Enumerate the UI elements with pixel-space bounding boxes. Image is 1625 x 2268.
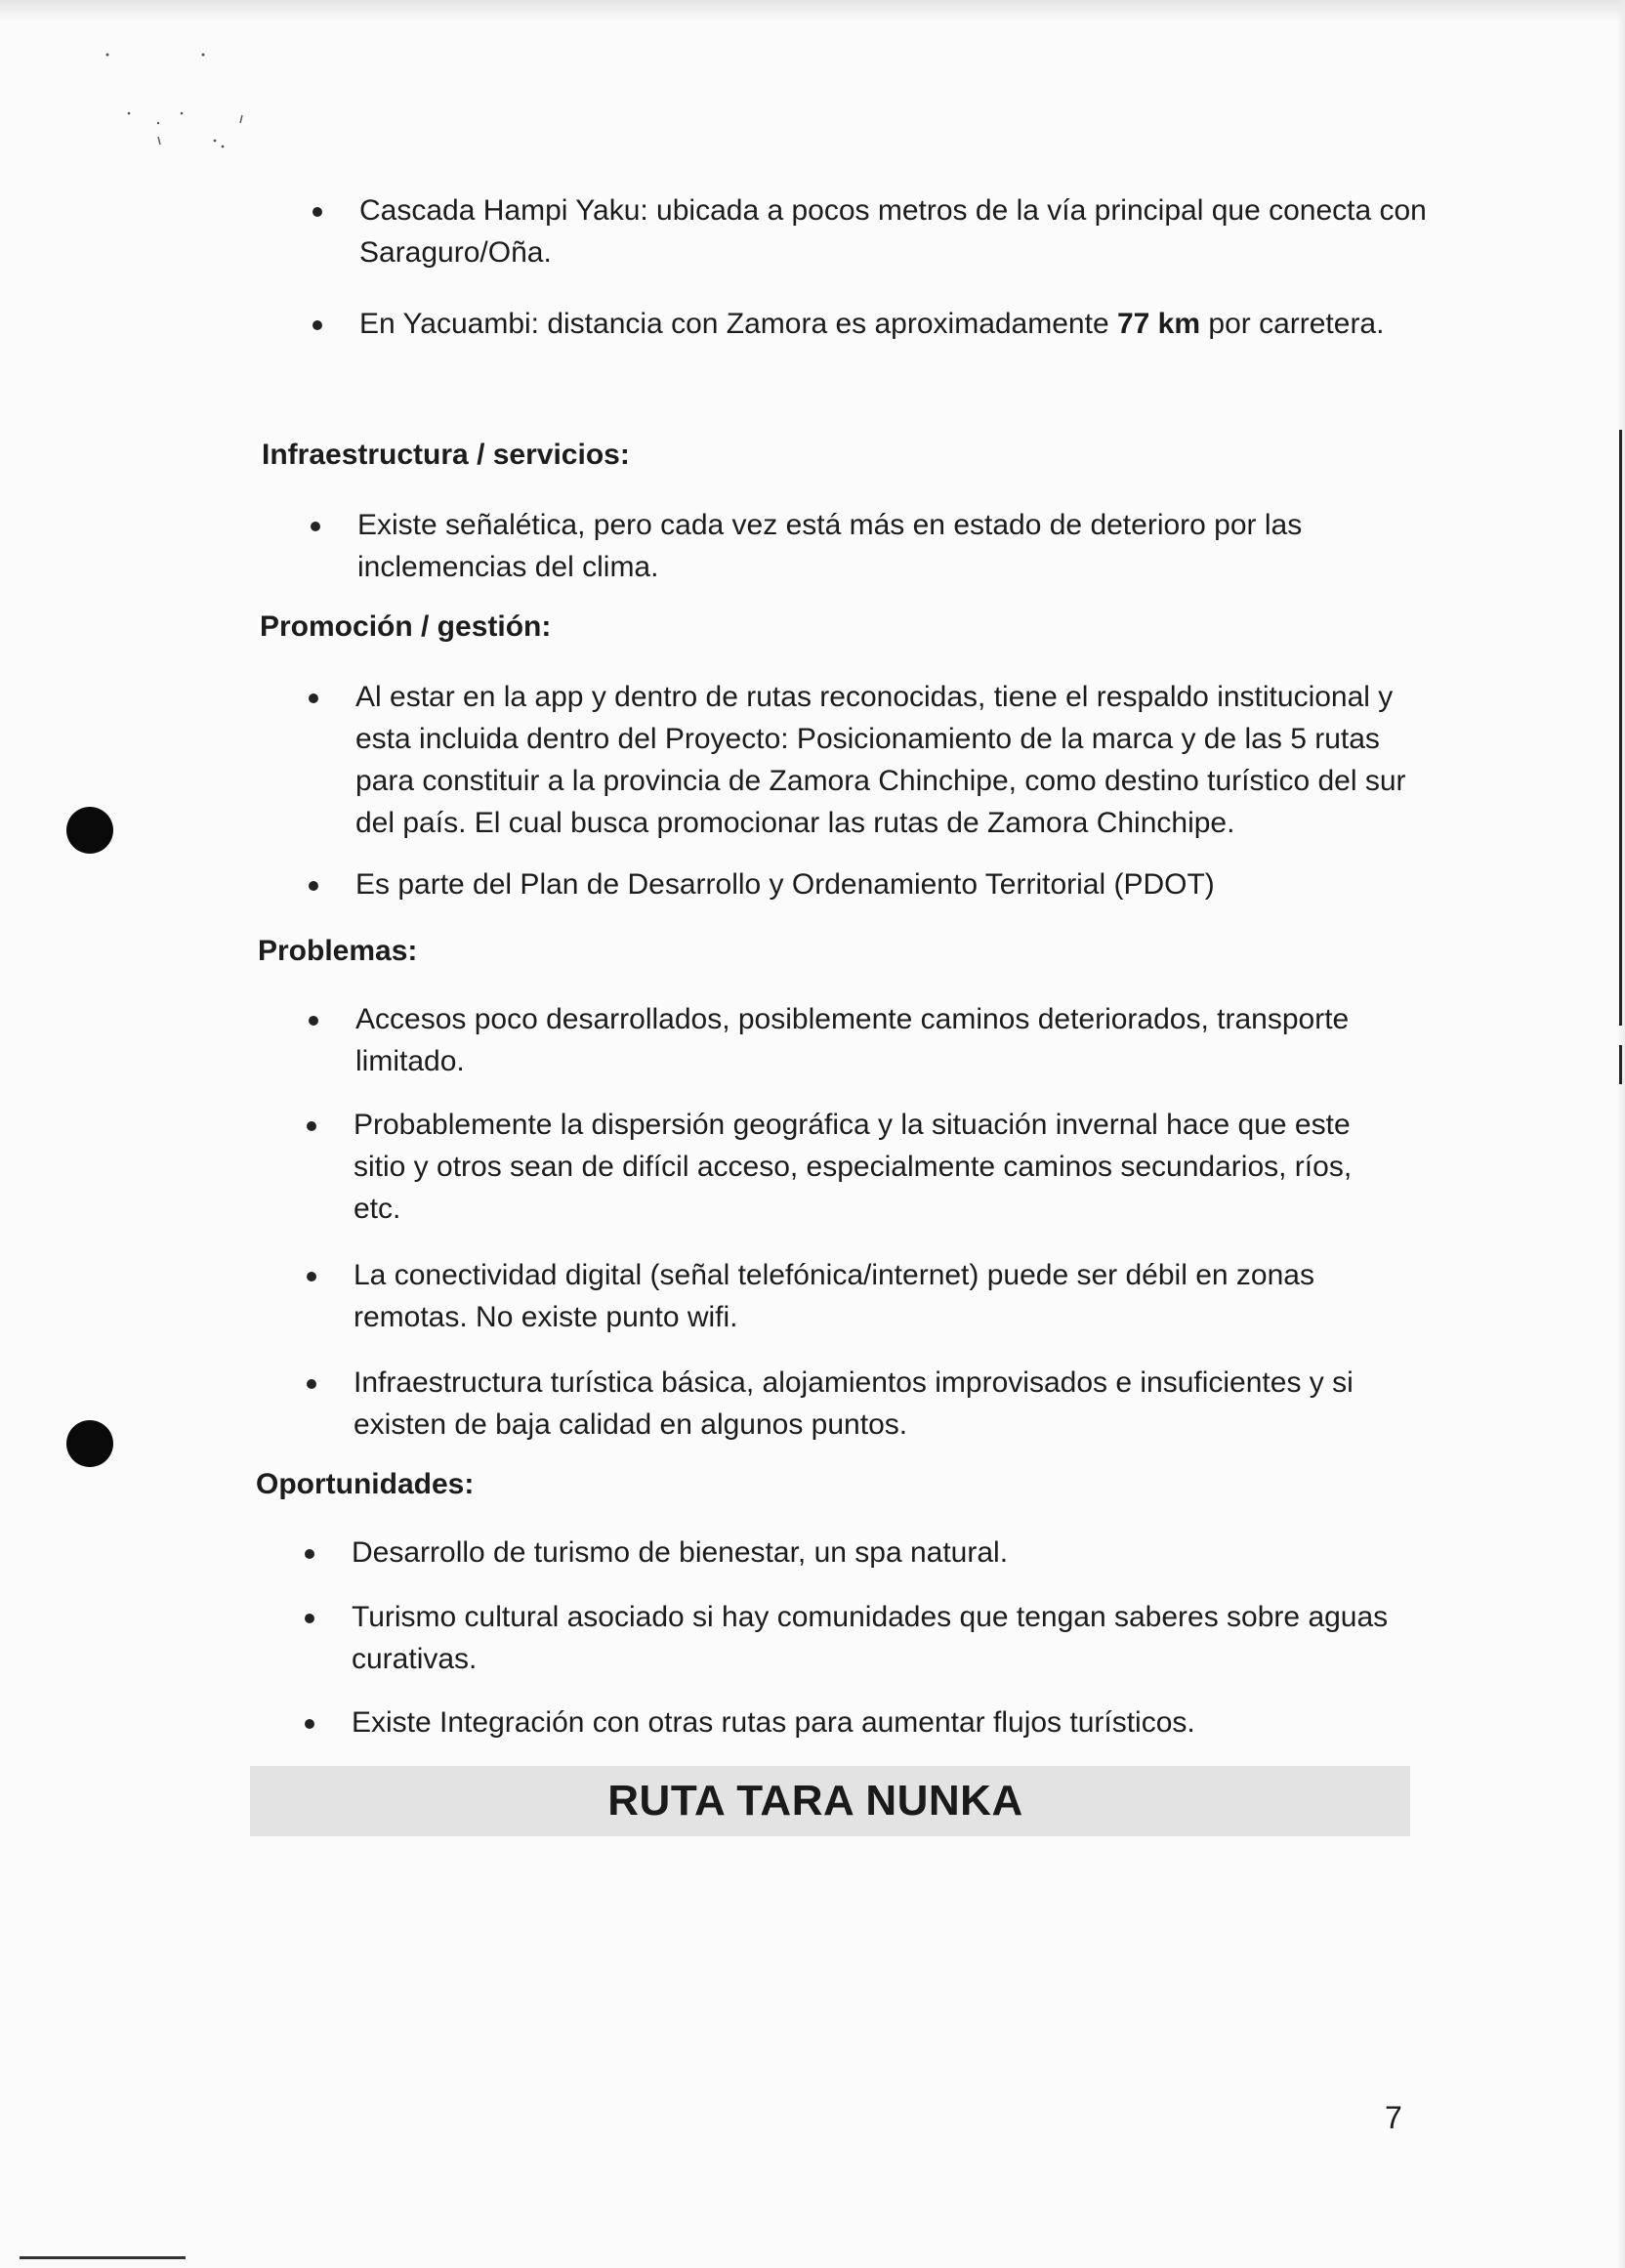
bullet-line: etc.: [354, 1193, 401, 1225]
bullet-item: [355, 676, 1406, 844]
heading-promocion: Promoción / gestión:: [260, 610, 552, 643]
bullet-line: Existe Integración con otras rutas para aumentar flujos turísticos.: [352, 1706, 1195, 1739]
bullet-dot: [309, 881, 318, 891]
bullet-line: curativas.: [352, 1643, 478, 1675]
scan-right-shadow: [1617, 0, 1625, 2268]
bullet-dot: [309, 693, 318, 703]
bullet-line: Desarrollo de turismo de bienestar, un spa natural.: [352, 1536, 1009, 1569]
bullet-item: [354, 1104, 1352, 1230]
route-title: RUTA TARA NUNKA: [607, 1777, 1023, 1825]
punch-hole: [66, 807, 113, 854]
bullet-dot: [305, 1549, 314, 1559]
punch-hole: [66, 1420, 113, 1467]
bullet-text: por carretera.: [1200, 308, 1385, 340]
bullet-item: [352, 1532, 1008, 1574]
bullet-dot: [311, 522, 320, 531]
distance-value: 77 km: [1116, 308, 1201, 340]
heading-problemas: Problemas:: [258, 935, 418, 967]
bullet-line: Accesos poco desarrollados, posiblemente caminos deteriorados, transporte: [355, 1003, 1350, 1035]
bullet-item: [355, 863, 1215, 905]
bullet-item: [352, 1701, 1195, 1743]
bullet-item: [352, 1596, 1388, 1680]
bullet-line: [359, 303, 1384, 345]
scan-top-shadow: [0, 0, 1625, 21]
bullet-line: inclemencias del clima.: [357, 551, 659, 583]
heading-infraestructura: Infraestructura / servicios:: [262, 439, 630, 471]
bullet-item: [354, 1254, 1314, 1338]
bullet-line: Turismo cultural asociado si hay comunidades que tengan saberes sobre aguas: [352, 1601, 1389, 1633]
page-number: 7: [1385, 2100, 1402, 2135]
scan-right-mark: [1619, 1045, 1622, 1084]
bullet-dot: [309, 1016, 318, 1026]
bullet-text: En Yacuambi: distancia con Zamora es aproximadamente: [359, 308, 1117, 340]
bullet-dot: [307, 1121, 316, 1131]
bullet-line: remotas. No existe punto wifi.: [354, 1301, 738, 1333]
bullet-line: existen de baja calidad en algunos puntos.: [354, 1408, 908, 1441]
bullet-line: La conectividad digital (señal telefónica/internet) puede ser débil en zonas: [354, 1259, 1314, 1291]
bullet-dot: [305, 1719, 314, 1729]
bullet-line: limitado.: [355, 1045, 465, 1077]
bullet-line: Infraestructura turística básica, alojamientos improvisados e insuficientes y si: [354, 1366, 1354, 1399]
bullet-line: Es parte del Plan de Desarrollo y Ordenamiento Territorial (PDOT): [355, 868, 1215, 901]
scan-bottom-mark: [20, 2256, 186, 2259]
scan-right-mark: [1619, 430, 1622, 1026]
bullet-dot: [305, 1614, 314, 1623]
bullet-line: para constituir a la provincia de Zamora Chinchipe, como destino turístico del sur: [355, 765, 1406, 797]
bullet-dot: [312, 207, 322, 217]
scan-specks: [98, 39, 293, 176]
bullet-line: Al estar en la app y dentro de rutas reconocidas, tiene el respaldo institucional y: [355, 681, 1394, 713]
bullet-line: esta incluida dentro del Proyecto: Posicionamiento de la marca y de las 5 rutas: [355, 723, 1380, 755]
bullet-line: del país. El cual busca promocionar las rutas de Zamora Chinchipe.: [355, 807, 1235, 839]
bullet-item: [357, 504, 1302, 588]
bullet-item: [359, 189, 1427, 273]
bullet-line: sitio y otros sean de difícil acceso, especialmente caminos secundarios, ríos,: [354, 1151, 1353, 1183]
bullet-item: [355, 998, 1349, 1082]
bullet-dot: [307, 1272, 316, 1281]
heading-oportunidades: Oportunidades:: [256, 1468, 475, 1500]
bullet-dot: [307, 1379, 316, 1389]
bullet-line: Probablemente la dispersión geográfica y la situación invernal hace que este: [354, 1109, 1351, 1141]
bullet-line: Existe señalética, pero cada vez está más en estado de deterioro por las: [357, 509, 1303, 541]
bullet-item: [359, 303, 1384, 345]
bullet-line: Saraguro/Oña.: [359, 236, 552, 269]
bullet-dot: [312, 320, 322, 330]
route-banner: [250, 1766, 1410, 1836]
bullet-item: [354, 1362, 1354, 1446]
bullet-line: Cascada Hampi Yaku: ubicada a pocos metros de la vía principal que conecta con: [359, 194, 1427, 227]
